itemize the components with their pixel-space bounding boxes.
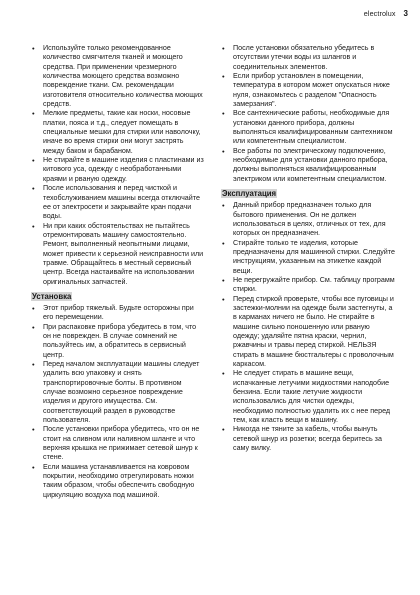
list-item: • Этот прибор тяжелый. Будьте осторожны при его перемещении. xyxy=(30,304,206,323)
section-title-text: Установка xyxy=(32,291,72,301)
list-item: • Мелкие предметы, такие как носки, носовые платки, пояса и т.д., следует помещать в специальные мешки для стирки или наволочку, иначе во время стирки они могут застрять между баком и барабаном. xyxy=(30,109,206,156)
section-title-text: Эксплуатация xyxy=(222,189,277,199)
list-item: • Стирайте только те изделия, которые предназначены для машинной стирки. Следуйте инструкциям, указанным на этикетке каждой вещи. xyxy=(220,239,396,276)
page-number: 3 xyxy=(403,8,408,18)
list-item: • Если машина устанавливается на ковровом покрытии, необходимо отрегулировать ножки таким образом, чтобы обеспечить свободную циркуляцию воздуха под машиной. xyxy=(30,463,206,500)
list-item: • Если прибор установлен в помещении, температура в котором может опускаться ниже нуля, ознакомьтесь с разделом "Опасность замерзания". xyxy=(220,72,396,109)
right-column xyxy=(220,44,396,453)
list-item: • Не стирайте в машине изделия с пластинами из китового уса, одежду с необработанными краями и рваную одежду. xyxy=(30,156,206,184)
list-item: • После использования и перед чисткой и техобслуживанием машины всегда отключайте ее от электросети и закрывайте кран подачи воды. xyxy=(30,184,206,221)
list-item: • Не следует стирать в машине вещи, испачканные летучими жидкостями наподобие бензина. Если такие летучие жидкости использовались для чистки одежды, необходимо полностью удалить их с нее перед тем, как класть вещи в машину. xyxy=(220,369,396,425)
list-item: • Никогда не тяните за кабель, чтобы вынуть сетевой шнур из розетки; всегда беритесь за саму вилку. xyxy=(220,425,396,453)
list-item: • Используйте только рекомендованное количество смягчителя тканей и моющего средства. При применении чрезмерного количества моющего средства возможно повреждение ткани. См. рекомендации изготовителя относительно количества моющих средств. xyxy=(30,44,206,109)
right-list-bottom xyxy=(220,201,396,453)
brand-name: electrolux xyxy=(363,8,396,18)
list-item: • Все сантехнические работы, необходимые для установки данного прибора, должны выполняться квалифицированным сантехником или компетентным специалистом. xyxy=(220,109,396,146)
page-header xyxy=(364,6,408,20)
left-list-top xyxy=(30,44,206,287)
list-item: • Не перегружайте прибор. См. таблицу программ стирки. xyxy=(220,276,396,295)
list-item: • Перед стиркой проверьте, чтобы все пуговицы и застежки-молнии на одежде были застегнуты, а в карманах ничего не было. Не стирайте в машине сильно поношенную или рваную одежду; удаляйте пятна краски, чернил, ржавчины и травы перед стиркой. НЕЛЬЗЯ стирать в машине бюстгальтеры с проволочным каркасом. xyxy=(220,295,396,370)
list-item: • При распаковке прибора убедитесь в том, что он не поврежден. В случае сомнений не пользуйтесь им, а обратитесь в сервисный центр. xyxy=(30,323,206,360)
left-column xyxy=(30,44,206,500)
section-title-installation xyxy=(31,292,206,301)
list-item: • Все работы по электрическому подключению, необходимые для установки данного прибора, должны выполняться квалифицированным электриком или компетентным специалистом. xyxy=(220,147,396,184)
right-list-top xyxy=(220,44,396,184)
left-list-bottom xyxy=(30,304,206,500)
list-item: • Ни при каких обстоятельствах не пытайтесь отремонтировать машину самостоятельно. Ремонт, выполненный неопытными лицами, может привести к серьезной неисправности или травме. Обращайтесь в местный сервисный центр. Всегда настаивайте на использовании оригинальных запчастей. xyxy=(30,222,206,287)
list-item: • Данный прибор предназначен только для бытового применения. Он не должен использоваться в целях, отличных от тех, для которых он предназначен. xyxy=(220,201,396,238)
list-item: • После установки обязательно убедитесь в отсутствии утечки воды из шлангов и соединительных элементов. xyxy=(220,44,396,72)
list-item: • После установки прибора убедитесь, что он не стоит на сливном или наливном шланге и что верхняя крышка не прижимает сетевой шнур к стене. xyxy=(30,425,206,462)
section-title-operation xyxy=(221,189,396,198)
list-item: • Перед началом эксплуатации машины следует удалить всю упаковку и снять транспортировочные болты. В противном случае возможно серьезное повреждение изделия и другого имущества. См. соответствующий раздел в руководстве пользователя. xyxy=(30,360,206,425)
